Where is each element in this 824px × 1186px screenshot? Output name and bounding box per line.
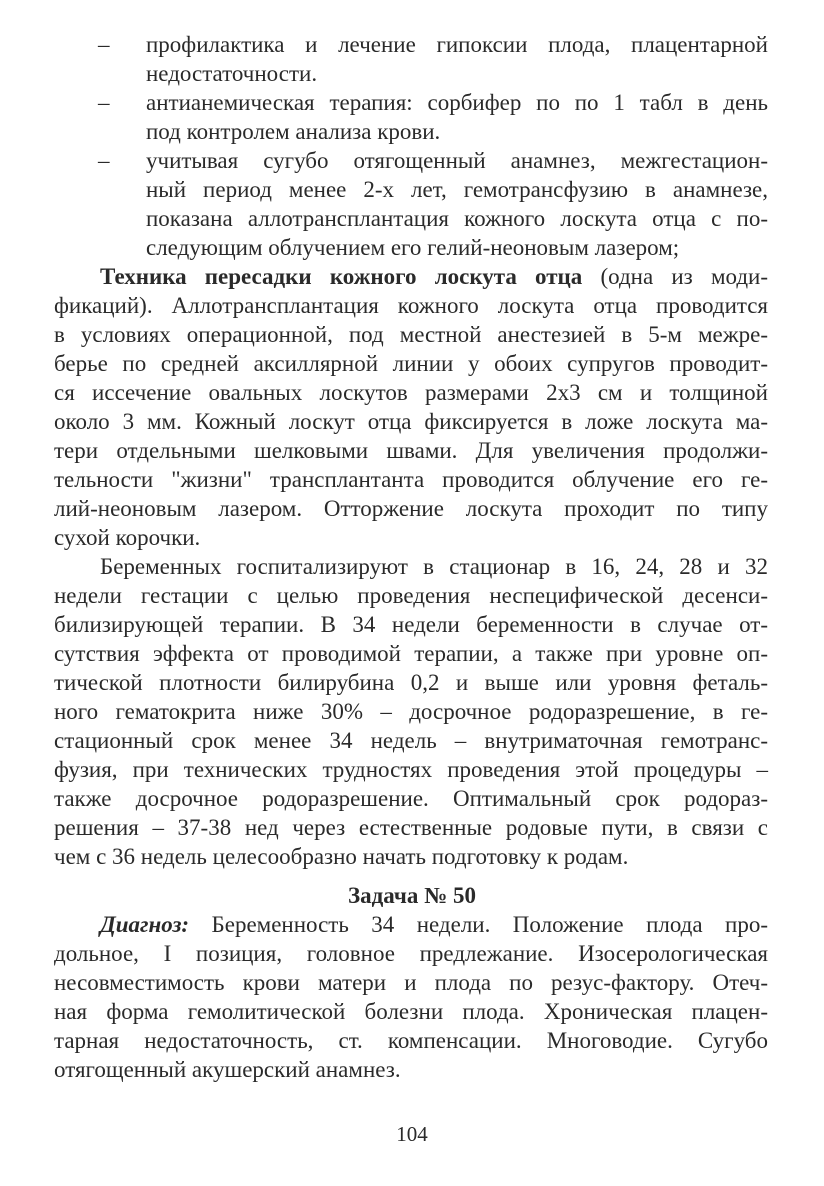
paragraph-line: фузия, при технических трудностях проведения этой процедуры – [54, 757, 768, 782]
bullet-line: ный период менее 2-х лет, гемотрансфузию в анамнезе, [146, 177, 768, 202]
paragraph-line: сухой корочки. [54, 525, 201, 550]
paragraph-line: тической плотности билирубина 0,2 и выше или уровня феталь- [54, 670, 768, 695]
paragraph-line: ного гематокрита ниже 30% – досрочное родоразрешение, в ге- [54, 699, 768, 724]
bullet-line: показана аллотрансплантация кожного лоскута отца с по- [146, 206, 768, 231]
task-title: Задача № 50 [348, 883, 476, 908]
bullet-line: профилактика и лечение гипоксии плода, плацентарной [146, 32, 768, 57]
paragraph-line: недели гестации с целью проведения неспецифической десенси- [54, 583, 768, 608]
list-dash: – [98, 148, 110, 173]
paragraph-line: дольное, I позиция, головное предлежание. Изосерологическая [54, 941, 768, 966]
paragraph-line: Беременных госпитализируют в стационар в 16, 24, 28 и 32 [100, 554, 768, 579]
paragraph-line: ся иссечение овальных лоскутов размерами 2х3 см и толщиной [54, 380, 768, 405]
paragraph-line: отягощенный акушерский анамнез. [54, 1057, 401, 1082]
paragraph-line: стационный срок менее 34 недель – внутриматочная гемотранс- [54, 728, 768, 753]
bullet-line: под контролем анализа крови. [146, 119, 441, 144]
paragraph-line: чем с 36 недель целесообразно начать подготовку к родам. [54, 844, 629, 869]
bullet-line: недостаточности. [146, 61, 318, 86]
technique-first-rest: (одна из моди- [582, 264, 769, 289]
bullet-line: антианемическая терапия: сорбифер по по 1 табл в день [146, 90, 768, 115]
diagnosis-label: Диагноз: [100, 912, 190, 937]
technique-heading: Техника пересадки кожного лоскута отца [100, 264, 583, 289]
paragraph-line: тельности "жизни" трансплантанта проводится облучение его ге- [54, 467, 768, 492]
paragraph-line: билизирующей терапии. В 34 недели беременности в случае от- [54, 612, 768, 637]
paragraph-line: также досрочное родоразрешение. Оптимальный срок родораз- [54, 786, 768, 811]
bullet-line: учитывая сугубо отягощенный анамнез, межгестацион- [146, 148, 768, 173]
technique-first-line [100, 262, 768, 291]
paragraph-line: тери отдельными шелковыми швами. Для увеличения продолжи- [54, 438, 768, 463]
list-dash: – [98, 32, 110, 57]
paragraph-line: несовместимость крови матери и плода по резус-фактору. Отеч- [54, 970, 768, 995]
page-number: 104 [396, 1122, 428, 1146]
paragraph-line: берье по средней аксиллярной линии у обоих супругов проводит- [54, 351, 768, 376]
bullet-line: следующим облучением его гелий-неоновым лазером; [146, 235, 680, 260]
diagnosis-first-line [100, 910, 768, 939]
paragraph-line: ная форма гемолитической болезни плода. Хроническая плацен- [54, 999, 768, 1024]
paragraph-line: лий-неоновым лазером. Отторжение лоскута проходит по типу [54, 496, 768, 521]
paragraph-line: в условиях операционной, под местной анестезией в 5-м межре- [54, 322, 768, 347]
paragraph-line: решения – 37-38 нед через естественные родовые пути, в связи с [54, 815, 768, 840]
diagnosis-first-rest: Беременность 34 недели. Положение плода про- [189, 912, 768, 937]
paragraph-line: около 3 мм. Кожный лоскут отца фиксируется в ложе лоскута ма- [54, 409, 768, 434]
paragraph-line: фикаций). Аллотрансплантация кожного лоскута отца проводится [54, 293, 768, 318]
paragraph-line: тарная недостаточность, ст. компенсации. Многоводие. Сугубо [54, 1028, 768, 1053]
paragraph-line: сутствия эффекта от проводимой терапии, а также при уровне оп- [54, 641, 768, 666]
list-dash: – [98, 90, 110, 115]
